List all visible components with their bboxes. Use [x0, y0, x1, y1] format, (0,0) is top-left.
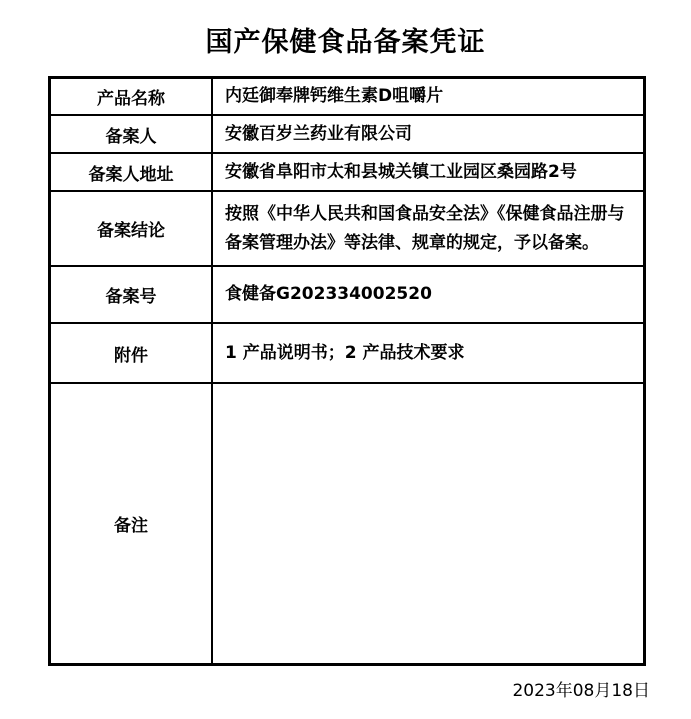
row-label: 附件 — [51, 324, 213, 382]
row-value: 1 产品说明书；2 产品技术要求 — [225, 342, 465, 363]
table-row-filing-number — [51, 267, 643, 324]
table-row-filing-conclusion — [51, 192, 643, 267]
row-value: 按照《中华人民共和国食品安全法》《保健食品注册与备案管理办法》等法律、规章的规定，予以备案。 — [225, 204, 625, 253]
page-title: 国产保健食品备案凭证 — [205, 27, 486, 58]
row-value: 食健备G202334002520 — [225, 284, 432, 305]
table-row-attachments — [51, 324, 643, 384]
row-label: 备注 — [51, 384, 213, 663]
table-row-product-name — [51, 79, 643, 116]
row-value: 内廷御奉牌钙维生素D咀嚼片 — [225, 86, 444, 107]
row-label: 备案人 — [51, 116, 213, 152]
table-row-remarks — [51, 384, 643, 663]
row-label: 备案人地址 — [51, 154, 213, 190]
table-row-registrant-address — [51, 154, 643, 192]
row-value: 安徽省阜阳市太和县城关镇工业园区桑园路2号 — [225, 161, 577, 182]
row-label: 备案结论 — [51, 192, 213, 265]
row-label: 备案号 — [51, 267, 213, 322]
issue-date: 2023年08月18日 — [512, 681, 650, 701]
row-label: 产品名称 — [51, 79, 213, 114]
certificate-table — [48, 76, 646, 666]
table-row-registrant — [51, 116, 643, 154]
row-value: 安徽百岁兰药业有限公司 — [225, 123, 412, 144]
row-value — [213, 384, 643, 663]
